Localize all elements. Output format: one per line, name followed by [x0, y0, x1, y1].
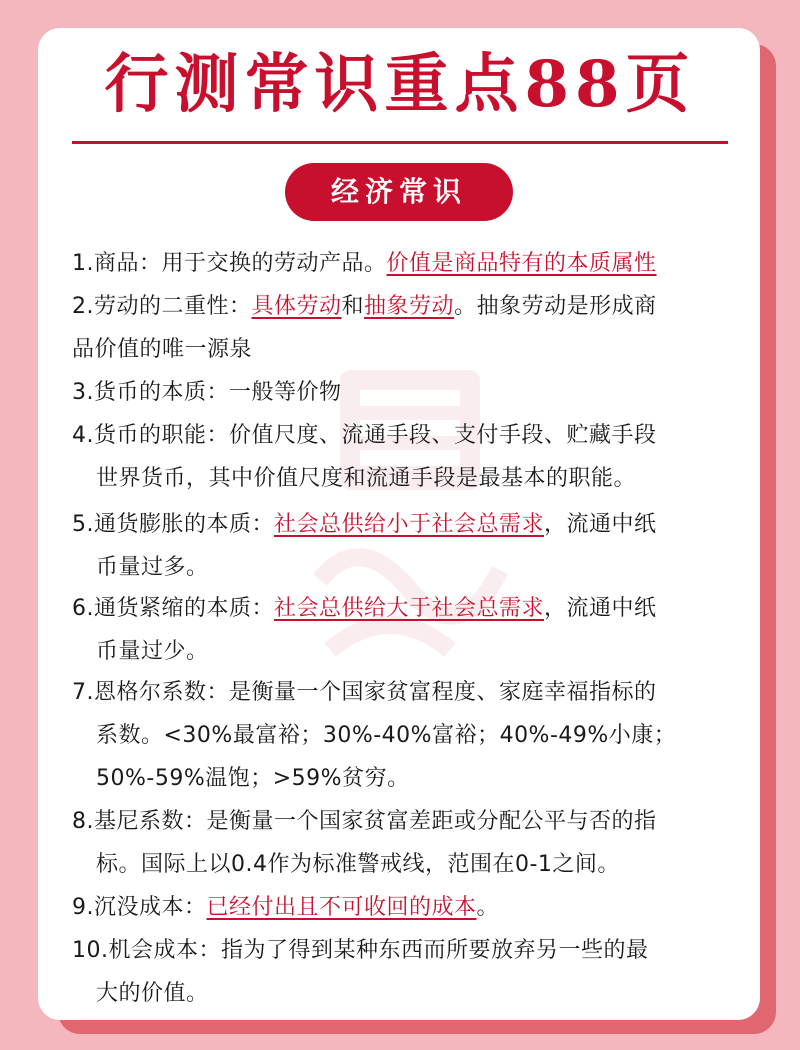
list-item-2: 2.劳动的二重性：具体劳动和抽象劳动。抽象劳动是形成商 [72, 294, 657, 319]
list-item-7: 7.恩格尔系数：是衡量一个国家贫富程度、家庭幸福指标的 [72, 680, 657, 705]
list-item-5-continued: 币量过多。 [96, 555, 209, 580]
list-item-9: 9.沉没成本：已经付出且不可收回的成本。 [72, 895, 500, 920]
highlight-text: 具体劳动 [251, 294, 342, 319]
list-item-5: 5.通货膨胀的本质：社会总供给小于社会总需求，流通中纸 [72, 512, 657, 537]
highlight-text: 抽象劳动 [364, 294, 455, 319]
list-item-2-continued: 品价值的唯一源泉 [72, 337, 253, 362]
highlight-text: 社会总供给小于社会总需求 [274, 512, 545, 537]
list-item-4-continued: 世界货币，其中价值尺度和流通手段是最基本的职能。 [96, 466, 637, 491]
list-item-8-continued: 标。国际上以0.4作为标准警戒线，范围在0-1之间。 [96, 852, 620, 877]
list-item-10-continued: 大的价值。 [96, 981, 209, 1006]
list-item-3: 3.货币的本质：一般等价物 [72, 380, 342, 405]
highlight-text: 社会总供给大于社会总需求 [274, 596, 545, 621]
list-item-7-continued-2: 50%-59%温饱；>59%贫穷。 [96, 766, 410, 791]
highlight-text: 价值是商品特有的本质属性 [386, 251, 657, 276]
highlight-text: 已经付出且不可收回的成本 [206, 895, 477, 920]
title-divider [72, 141, 728, 144]
list-item-8: 8.基尼系数：是衡量一个国家贫富差距或分配公平与否的指 [72, 809, 657, 834]
page-title: 行测常识重点88页 [104, 47, 696, 122]
list-item-1: 1.商品：用于交换的劳动产品。价值是商品特有的本质属性 [72, 251, 657, 276]
list-item-7-continued: 系数。<30%最富裕；30%-40%富裕；40%-49%小康； [96, 723, 677, 748]
list-item-6: 6.通货紧缩的本质：社会总供给大于社会总需求，流通中纸 [72, 596, 657, 621]
section-badge: 经济常识 [285, 163, 513, 221]
list-item-6-continued: 币量过少。 [96, 639, 209, 664]
list-item-10: 10.机会成本：指为了得到某种东西而所要放弃另一些的最 [72, 938, 649, 963]
list-item-4: 4.货币的职能：价值尺度、流通手段、支付手段、贮藏手段 [72, 423, 657, 448]
